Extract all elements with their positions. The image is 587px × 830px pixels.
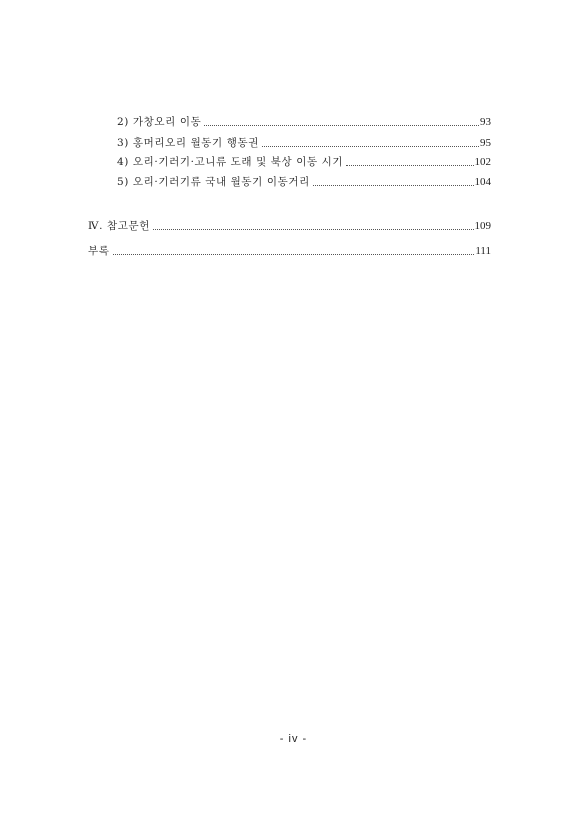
toc-entry-page: 95: [480, 137, 491, 149]
toc-entry-label: 4) 오리·기러기·고니류 도래 및 북상 이동 시기: [117, 156, 344, 168]
toc-entry-page: 109: [474, 220, 491, 232]
toc-leader-dots: [262, 146, 479, 147]
toc-entry-wintering-distance[interactable]: [117, 175, 491, 189]
toc-entry-page: 102: [474, 156, 491, 168]
toc-entry-label: Ⅳ. 참고문헌: [88, 220, 150, 232]
toc-entry-wigeon-home-range[interactable]: [117, 136, 491, 150]
toc-leader-dots: [204, 125, 479, 126]
toc-entry-label: 2) 가창오리 이동: [117, 116, 202, 128]
toc-entry-arrival-departure-timing[interactable]: [117, 155, 491, 169]
toc-entry-references[interactable]: [88, 219, 491, 233]
toc-entry-label: 부록: [88, 245, 110, 257]
toc-leader-dots: [113, 254, 475, 255]
toc-leader-dots: [346, 165, 473, 166]
toc-entry-appendix[interactable]: [88, 244, 491, 258]
page-number: - iv -: [279, 733, 308, 745]
toc-entry-page: 93: [480, 116, 491, 128]
toc-leader-dots: [313, 185, 474, 186]
toc-leader-dots: [153, 229, 474, 230]
toc-entry-label: 3) 홍머리오리 월동기 행동권: [117, 137, 259, 149]
toc-entry-label: 5) 오리·기러기류 국내 월동기 이동거리: [117, 176, 310, 188]
toc-entry-page: 111: [475, 245, 491, 257]
toc-entry-duck-migration[interactable]: [117, 115, 491, 129]
toc-entry-page: 104: [474, 176, 491, 188]
